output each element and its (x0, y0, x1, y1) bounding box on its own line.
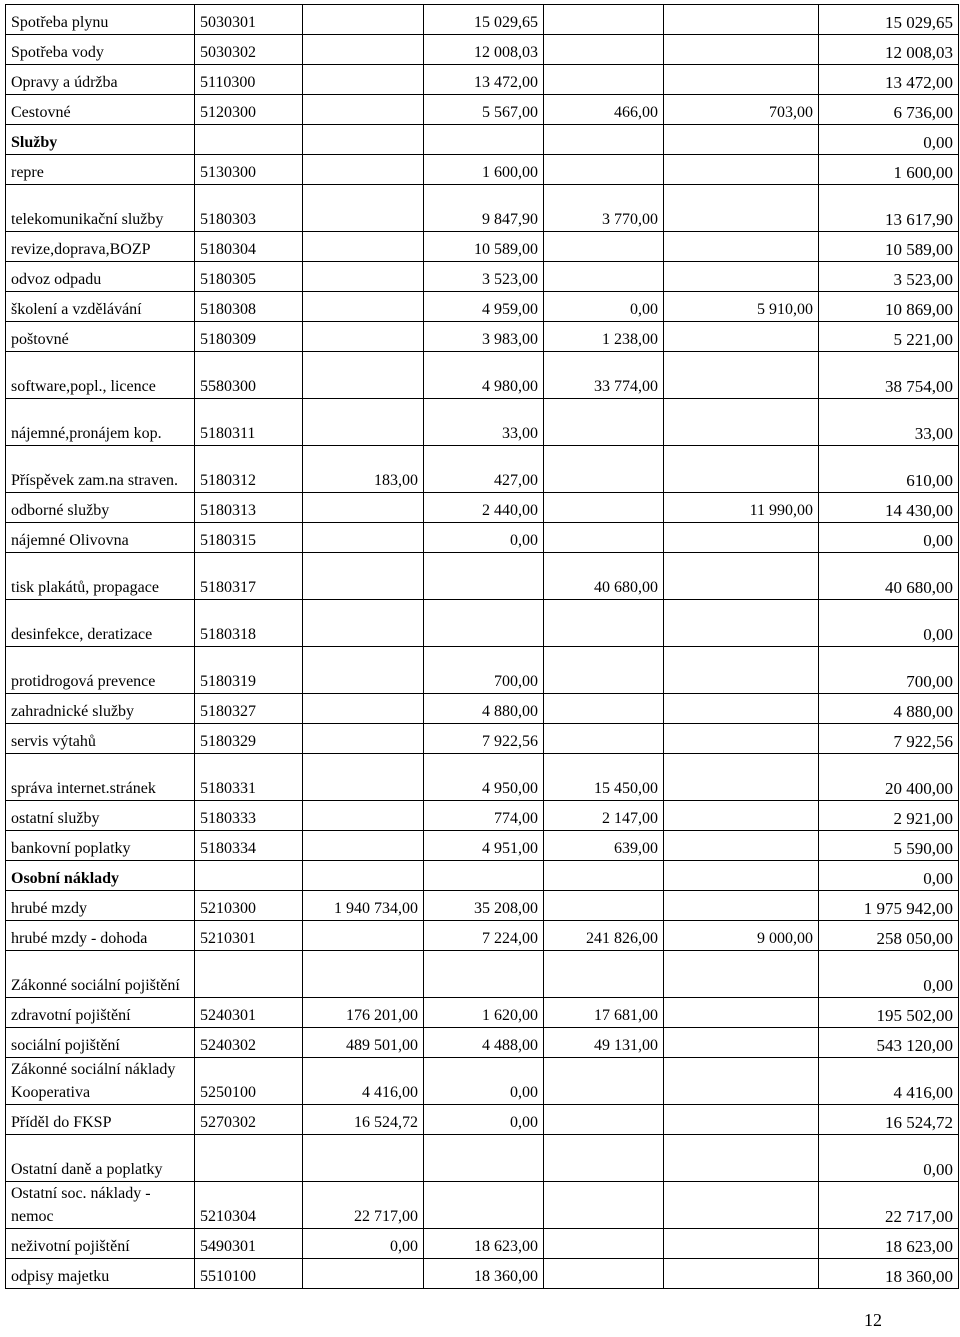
row-total: 12 008,03 (819, 35, 959, 65)
table-row (6, 647, 959, 694)
account-code: 5180308 (195, 292, 303, 322)
value-col-1 (303, 801, 424, 831)
value-col-3 (544, 155, 664, 185)
account-code: 5180312 (195, 446, 303, 493)
table-row (6, 1135, 959, 1182)
value-col-4 (664, 155, 819, 185)
row-total: 18 623,00 (819, 1229, 959, 1259)
account-code: 5180304 (195, 232, 303, 262)
account-code (195, 1135, 303, 1182)
account-code: 5110300 (195, 65, 303, 95)
value-col-3: 2 147,00 (544, 801, 664, 831)
value-col-1 (303, 232, 424, 262)
table-row (6, 801, 959, 831)
value-col-4 (664, 694, 819, 724)
value-col-3 (544, 523, 664, 553)
page-number: 12 (864, 1310, 882, 1330)
row-total: 10 589,00 (819, 232, 959, 262)
row-total: 20 400,00 (819, 754, 959, 801)
value-col-4 (664, 185, 819, 232)
account-code: 5180327 (195, 694, 303, 724)
account-code: 5180318 (195, 600, 303, 647)
value-col-4 (664, 861, 819, 891)
table-row (6, 891, 959, 921)
row-total: 5 221,00 (819, 322, 959, 352)
item-name: hrubé mzdy (6, 891, 195, 921)
row-total: 6 736,00 (819, 95, 959, 125)
account-code: 5130300 (195, 155, 303, 185)
value-col-1 (303, 523, 424, 553)
account-code: 5510100 (195, 1259, 303, 1289)
row-total: 40 680,00 (819, 553, 959, 600)
table-row (6, 399, 959, 446)
account-code: 5490301 (195, 1229, 303, 1259)
table-row (6, 861, 959, 891)
value-col-2: 0,00 (424, 523, 544, 553)
account-code: 5180309 (195, 322, 303, 352)
row-total: 1 600,00 (819, 155, 959, 185)
value-col-3 (544, 694, 664, 724)
row-total: 5 590,00 (819, 831, 959, 861)
account-code: 5180317 (195, 553, 303, 600)
account-code: 5180311 (195, 399, 303, 446)
value-col-3 (544, 262, 664, 292)
value-col-1 (303, 861, 424, 891)
value-col-1: 22 717,00 (303, 1182, 424, 1229)
table-row (6, 523, 959, 553)
value-col-1 (303, 35, 424, 65)
value-col-3 (544, 1058, 664, 1105)
value-col-2: 12 008,03 (424, 35, 544, 65)
value-col-4: 11 990,00 (664, 493, 819, 523)
value-col-4 (664, 754, 819, 801)
value-col-2: 4 488,00 (424, 1028, 544, 1058)
value-col-4 (664, 399, 819, 446)
account-code: 5180334 (195, 831, 303, 861)
value-col-4 (664, 801, 819, 831)
row-total: 13 472,00 (819, 65, 959, 95)
value-col-4 (664, 831, 819, 861)
row-total: 543 120,00 (819, 1028, 959, 1058)
value-col-3 (544, 65, 664, 95)
value-col-1 (303, 352, 424, 399)
value-col-2: 4 950,00 (424, 754, 544, 801)
account-code: 5180319 (195, 647, 303, 694)
item-name: bankovní poplatky (6, 831, 195, 861)
value-col-4 (664, 1135, 819, 1182)
account-code (195, 861, 303, 891)
table-row (6, 921, 959, 951)
row-total: 610,00 (819, 446, 959, 493)
account-code: 5270302 (195, 1105, 303, 1135)
value-col-2: 3 983,00 (424, 322, 544, 352)
item-name: správa internet.stránek (6, 754, 195, 801)
value-col-1 (303, 292, 424, 322)
value-col-1: 176 201,00 (303, 998, 424, 1028)
value-col-3 (544, 1229, 664, 1259)
item-name: odpisy majetku (6, 1259, 195, 1289)
value-col-1 (303, 553, 424, 600)
value-col-1 (303, 1259, 424, 1289)
value-col-1 (303, 724, 424, 754)
value-col-2: 10 589,00 (424, 232, 544, 262)
value-col-2: 427,00 (424, 446, 544, 493)
item-name: odvoz odpadu (6, 262, 195, 292)
row-total: 10 869,00 (819, 292, 959, 322)
item-name: revize,doprava,BOZP (6, 232, 195, 262)
value-col-3 (544, 125, 664, 155)
item-name: telekomunikační služby (6, 185, 195, 232)
value-col-2: 7 922,56 (424, 724, 544, 754)
value-col-3 (544, 1259, 664, 1289)
value-col-2: 0,00 (424, 1058, 544, 1105)
table-row (6, 292, 959, 322)
item-name: servis výtahů (6, 724, 195, 754)
value-col-3: 33 774,00 (544, 352, 664, 399)
value-col-3: 0,00 (544, 292, 664, 322)
value-col-3: 15 450,00 (544, 754, 664, 801)
value-col-4 (664, 352, 819, 399)
value-col-2: 1 620,00 (424, 998, 544, 1028)
row-total: 1 975 942,00 (819, 891, 959, 921)
value-col-1: 1 940 734,00 (303, 891, 424, 921)
item-name: software,popl., licence (6, 352, 195, 399)
value-col-4 (664, 65, 819, 95)
row-total: 38 754,00 (819, 352, 959, 399)
value-col-4 (664, 523, 819, 553)
table-row (6, 1058, 959, 1105)
value-col-3: 466,00 (544, 95, 664, 125)
value-col-1 (303, 95, 424, 125)
value-col-2: 4 880,00 (424, 694, 544, 724)
row-total: 16 524,72 (819, 1105, 959, 1135)
row-total: 7 922,56 (819, 724, 959, 754)
value-col-2: 2 440,00 (424, 493, 544, 523)
value-col-1 (303, 262, 424, 292)
value-col-1 (303, 125, 424, 155)
value-col-2: 1 600,00 (424, 155, 544, 185)
value-col-4 (664, 322, 819, 352)
item-name: Příděl do FKSP (6, 1105, 195, 1135)
value-col-4 (664, 5, 819, 35)
value-col-3 (544, 493, 664, 523)
table-row (6, 446, 959, 493)
value-col-3 (544, 647, 664, 694)
table-row (6, 553, 959, 600)
table-body (6, 5, 959, 1289)
value-col-3: 49 131,00 (544, 1028, 664, 1058)
value-col-1 (303, 600, 424, 647)
value-col-4 (664, 262, 819, 292)
budget-table (5, 4, 959, 1289)
value-col-2: 13 472,00 (424, 65, 544, 95)
row-total: 195 502,00 (819, 998, 959, 1028)
value-col-1 (303, 1135, 424, 1182)
value-col-2: 3 523,00 (424, 262, 544, 292)
value-col-2: 5 567,00 (424, 95, 544, 125)
item-name: odborné služby (6, 493, 195, 523)
item-name: Opravy a údržba (6, 65, 195, 95)
value-col-2: 18 623,00 (424, 1229, 544, 1259)
table-row (6, 95, 959, 125)
value-col-4 (664, 1229, 819, 1259)
table-row (6, 754, 959, 801)
row-total: 0,00 (819, 951, 959, 998)
table-row (6, 5, 959, 35)
value-col-3 (544, 446, 664, 493)
account-code: 5030302 (195, 35, 303, 65)
value-col-3 (544, 600, 664, 647)
account-code: 5180305 (195, 262, 303, 292)
value-col-4 (664, 1259, 819, 1289)
value-col-4 (664, 724, 819, 754)
item-name: desinfekce, deratizace (6, 600, 195, 647)
value-col-4 (664, 553, 819, 600)
value-col-1 (303, 185, 424, 232)
account-code (195, 951, 303, 998)
account-code: 5580300 (195, 352, 303, 399)
account-code: 5240302 (195, 1028, 303, 1058)
value-col-1 (303, 155, 424, 185)
account-code: 5120300 (195, 95, 303, 125)
value-col-3 (544, 891, 664, 921)
value-col-4 (664, 232, 819, 262)
value-col-2 (424, 553, 544, 600)
item-name: repre (6, 155, 195, 185)
item-name: Ostatní soc. náklady - nemoc (6, 1182, 195, 1229)
account-code: 5240301 (195, 998, 303, 1028)
value-col-2: 35 208,00 (424, 891, 544, 921)
value-col-1 (303, 951, 424, 998)
item-name: školení a vzdělávání (6, 292, 195, 322)
value-col-3: 40 680,00 (544, 553, 664, 600)
value-col-1 (303, 694, 424, 724)
table-row (6, 493, 959, 523)
account-code: 5180315 (195, 523, 303, 553)
row-total: 13 617,90 (819, 185, 959, 232)
row-total: 22 717,00 (819, 1182, 959, 1229)
item-name: Příspěvek zam.na straven. (6, 446, 195, 493)
value-col-2: 7 224,00 (424, 921, 544, 951)
row-total: 0,00 (819, 600, 959, 647)
account-code: 5250100 (195, 1058, 303, 1105)
item-name: poštovné (6, 322, 195, 352)
table-row (6, 694, 959, 724)
value-col-1 (303, 831, 424, 861)
account-code: 5210304 (195, 1182, 303, 1229)
item-name: Zákonné sociální náklady Kooperativa (6, 1058, 195, 1105)
account-code: 5180329 (195, 724, 303, 754)
account-code: 5180303 (195, 185, 303, 232)
row-total: 700,00 (819, 647, 959, 694)
row-total: 0,00 (819, 523, 959, 553)
value-col-3: 1 238,00 (544, 322, 664, 352)
value-col-3: 3 770,00 (544, 185, 664, 232)
account-code: 5210300 (195, 891, 303, 921)
value-col-2: 15 029,65 (424, 5, 544, 35)
row-total: 258 050,00 (819, 921, 959, 951)
table-row (6, 262, 959, 292)
row-total: 4 416,00 (819, 1058, 959, 1105)
value-col-2 (424, 861, 544, 891)
item-name: ostatní služby (6, 801, 195, 831)
value-col-4 (664, 125, 819, 155)
value-col-2: 700,00 (424, 647, 544, 694)
account-code: 5210301 (195, 921, 303, 951)
value-col-1 (303, 647, 424, 694)
item-name: nájemné Olivovna (6, 523, 195, 553)
row-total: 33,00 (819, 399, 959, 446)
value-col-1: 4 416,00 (303, 1058, 424, 1105)
table-row (6, 1028, 959, 1058)
value-col-4 (664, 446, 819, 493)
value-col-1: 0,00 (303, 1229, 424, 1259)
account-code (195, 125, 303, 155)
item-name: neživotní pojištění (6, 1229, 195, 1259)
row-total: 0,00 (819, 1135, 959, 1182)
item-name: protidrogová prevence (6, 647, 195, 694)
value-col-2 (424, 125, 544, 155)
value-col-1: 16 524,72 (303, 1105, 424, 1135)
row-total: 14 430,00 (819, 493, 959, 523)
row-total: 3 523,00 (819, 262, 959, 292)
table-row (6, 1229, 959, 1259)
item-name: Osobní náklady (6, 861, 195, 891)
table-row (6, 951, 959, 998)
value-col-1 (303, 921, 424, 951)
value-col-4 (664, 600, 819, 647)
account-code: 5180331 (195, 754, 303, 801)
table-row (6, 322, 959, 352)
account-code: 5180333 (195, 801, 303, 831)
value-col-3 (544, 232, 664, 262)
value-col-4 (664, 998, 819, 1028)
item-name: zdravotní pojištění (6, 998, 195, 1028)
value-col-1 (303, 754, 424, 801)
value-col-4 (664, 1028, 819, 1058)
value-col-2 (424, 951, 544, 998)
value-col-2 (424, 600, 544, 647)
value-col-3: 639,00 (544, 831, 664, 861)
value-col-4 (664, 1182, 819, 1229)
value-col-4: 5 910,00 (664, 292, 819, 322)
table-row (6, 1182, 959, 1229)
table-row (6, 35, 959, 65)
value-col-4 (664, 1058, 819, 1105)
value-col-2 (424, 1182, 544, 1229)
table-row (6, 724, 959, 754)
account-code: 5180313 (195, 493, 303, 523)
value-col-2: 9 847,90 (424, 185, 544, 232)
value-col-3 (544, 861, 664, 891)
value-col-4 (664, 891, 819, 921)
table-row (6, 1259, 959, 1289)
table-row (6, 998, 959, 1028)
row-total: 0,00 (819, 125, 959, 155)
value-col-1 (303, 5, 424, 35)
table-row (6, 352, 959, 399)
value-col-2: 4 980,00 (424, 352, 544, 399)
value-col-2 (424, 1135, 544, 1182)
item-name: Ostatní daně a poplatky (6, 1135, 195, 1182)
table-row (6, 155, 959, 185)
value-col-4 (664, 1105, 819, 1135)
item-name: sociální pojištění (6, 1028, 195, 1058)
value-col-3 (544, 1105, 664, 1135)
item-name: Služby (6, 125, 195, 155)
value-col-4: 9 000,00 (664, 921, 819, 951)
value-col-2: 18 360,00 (424, 1259, 544, 1289)
item-name: zahradnické služby (6, 694, 195, 724)
value-col-2: 4 959,00 (424, 292, 544, 322)
row-total: 2 921,00 (819, 801, 959, 831)
value-col-4 (664, 951, 819, 998)
table-row (6, 185, 959, 232)
account-code: 5030301 (195, 5, 303, 35)
table-row (6, 831, 959, 861)
value-col-1 (303, 322, 424, 352)
value-col-1: 489 501,00 (303, 1028, 424, 1058)
value-col-3 (544, 951, 664, 998)
value-col-4: 703,00 (664, 95, 819, 125)
value-col-1 (303, 65, 424, 95)
value-col-4 (664, 35, 819, 65)
item-name: hrubé mzdy - dohoda (6, 921, 195, 951)
item-name: Spotřeba vody (6, 35, 195, 65)
value-col-4 (664, 647, 819, 694)
value-col-2: 0,00 (424, 1105, 544, 1135)
table-row (6, 1105, 959, 1135)
table-row (6, 125, 959, 155)
value-col-1: 183,00 (303, 446, 424, 493)
value-col-3 (544, 1135, 664, 1182)
value-col-2: 33,00 (424, 399, 544, 446)
table-row (6, 600, 959, 647)
row-total: 18 360,00 (819, 1259, 959, 1289)
item-name: tisk plakátů, propagace (6, 553, 195, 600)
value-col-3 (544, 399, 664, 446)
item-name: Zákonné sociální pojištění (6, 951, 195, 998)
item-name: Cestovné (6, 95, 195, 125)
table-row (6, 65, 959, 95)
table-row (6, 232, 959, 262)
value-col-3 (544, 724, 664, 754)
value-col-3 (544, 35, 664, 65)
item-name: nájemné,pronájem kop. (6, 399, 195, 446)
value-col-3: 241 826,00 (544, 921, 664, 951)
row-total: 15 029,65 (819, 5, 959, 35)
value-col-3 (544, 5, 664, 35)
row-total: 4 880,00 (819, 694, 959, 724)
value-col-2: 4 951,00 (424, 831, 544, 861)
item-name: Spotřeba plynu (6, 5, 195, 35)
value-col-2: 774,00 (424, 801, 544, 831)
value-col-1 (303, 399, 424, 446)
value-col-3: 17 681,00 (544, 998, 664, 1028)
value-col-3 (544, 1182, 664, 1229)
value-col-1 (303, 493, 424, 523)
row-total: 0,00 (819, 861, 959, 891)
